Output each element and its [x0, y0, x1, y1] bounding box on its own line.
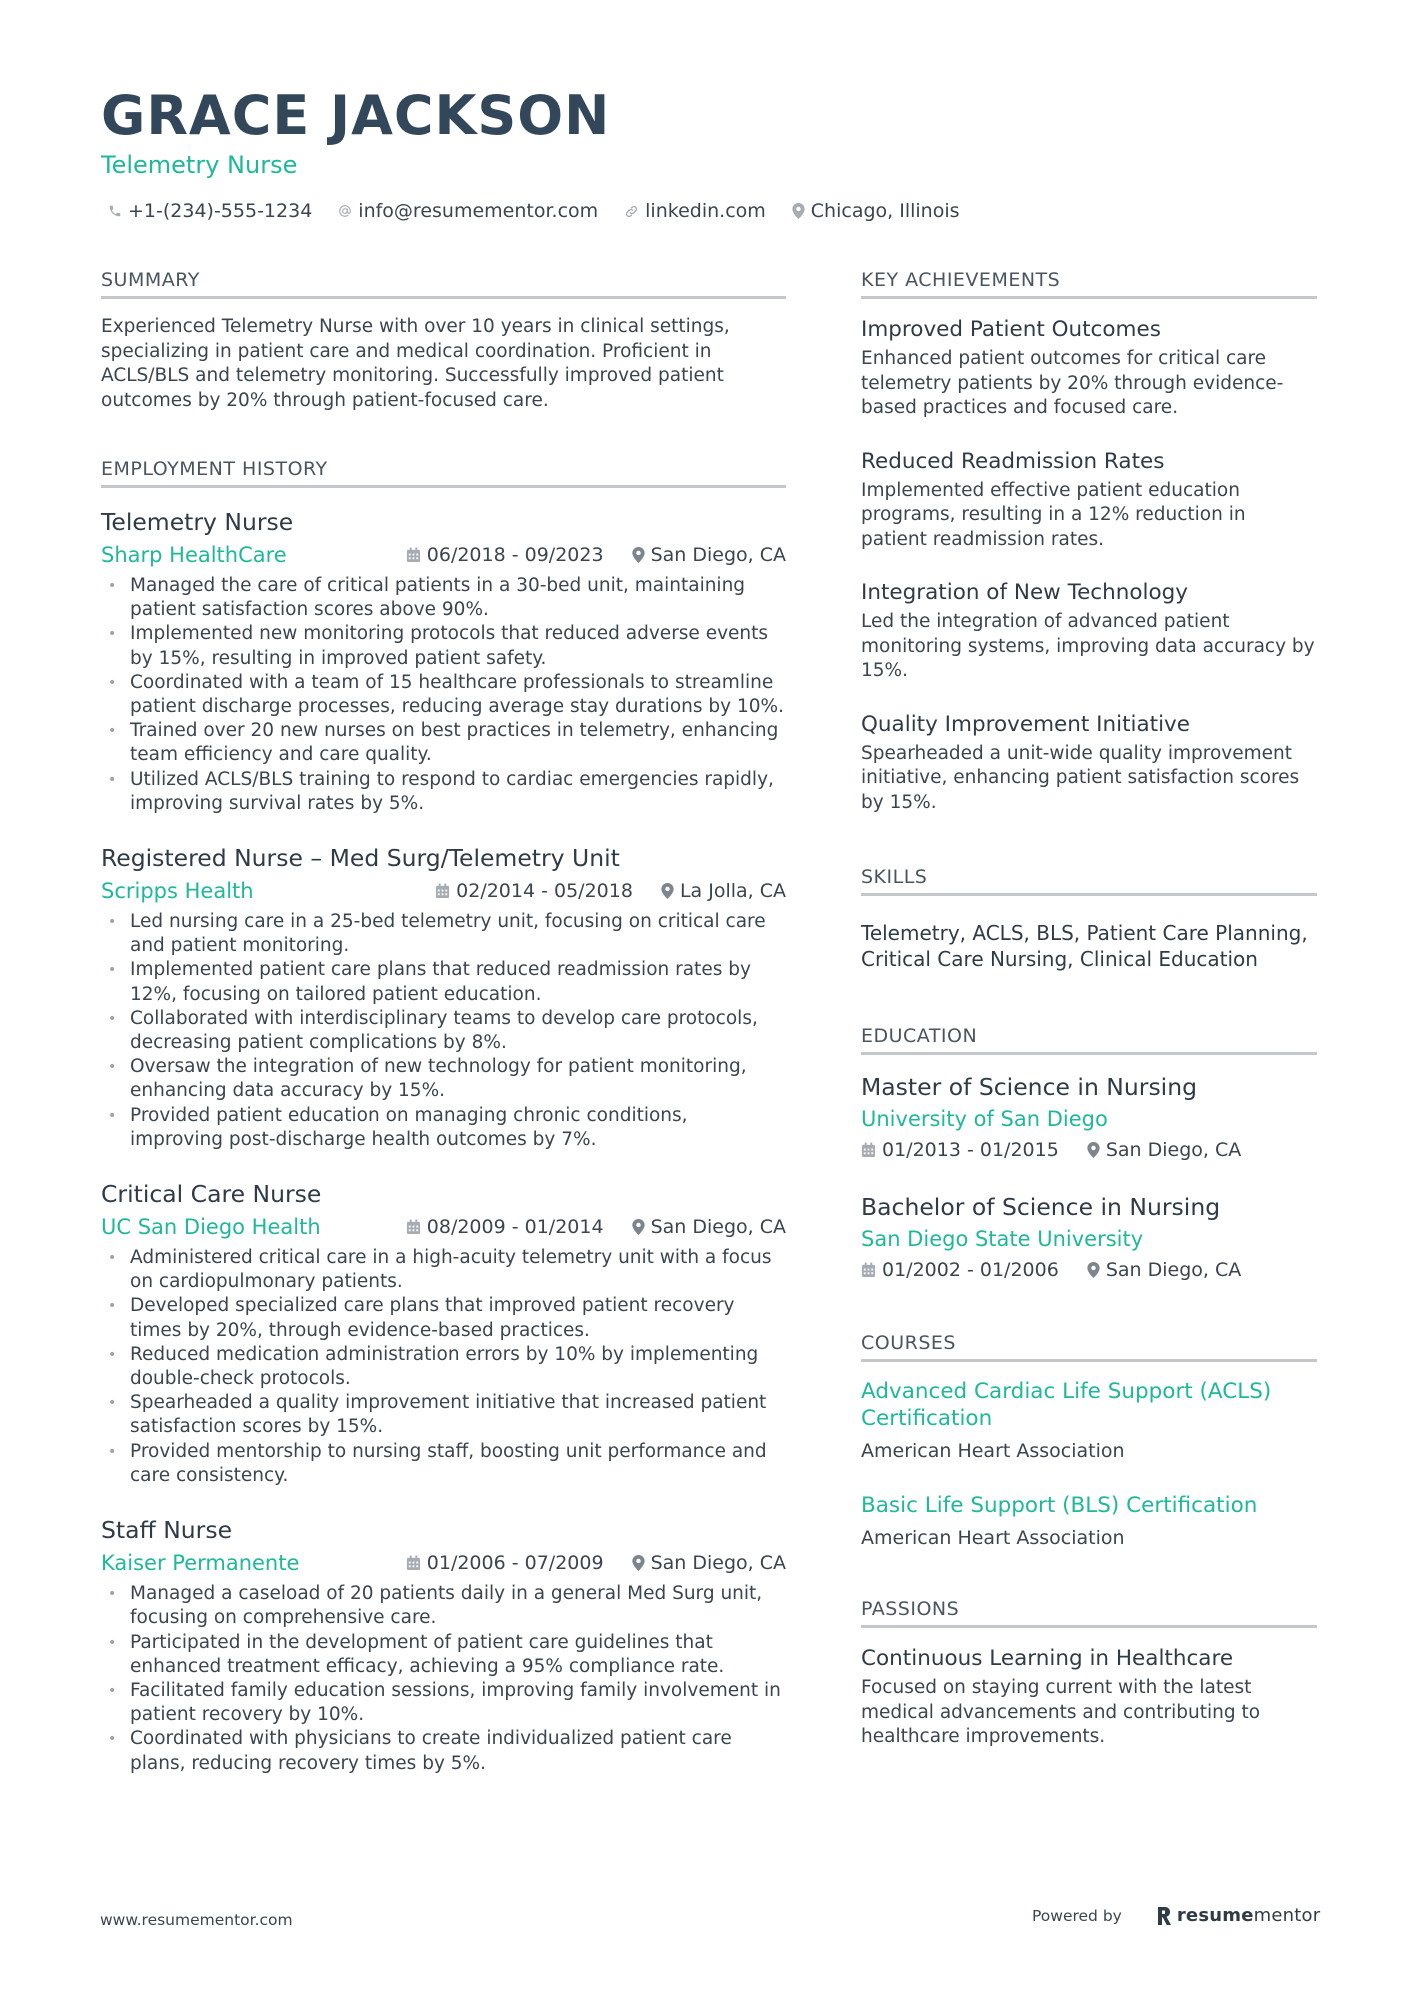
job-location: [632, 544, 786, 566]
job-bullet: • Implemented patient care plans that reduced readmission rates by 12%, focusing on tailored patient education.: [101, 958, 786, 1006]
calendar-icon: [861, 1142, 876, 1158]
contact-linkedin[interactable]: [624, 198, 766, 224]
candidate-name: GRACE JACKSON: [101, 84, 611, 147]
job-location-text: San Diego, CA: [650, 544, 786, 566]
job-location-text: San Diego, CA: [650, 1552, 786, 1575]
brand-name-bold: resume: [1176, 1905, 1254, 1926]
job-title: Staff Nurse: [101, 1516, 233, 1545]
course-org: American Heart Association: [861, 1440, 1125, 1462]
education-dates: [861, 1139, 1059, 1161]
job-company: UC San Diego Health: [101, 1215, 321, 1240]
course-item: [861, 1492, 1317, 1553]
achievements-heading: KEY ACHIEVEMENTS: [861, 268, 1317, 299]
job-bullet: • Collaborated with interdisciplinary teams to develop care protocols, decreasing patient complications by 8%.: [101, 1007, 786, 1055]
job-bullet: • Spearheaded a quality improvement initiative that increased patient satisfaction scores by 15%.: [101, 1391, 786, 1439]
powered-by-text: Powered by: [1032, 1906, 1122, 1925]
education-dates-text: 01/2002 - 01/2006: [882, 1259, 1059, 1281]
achievement-title: Integration of New Technology: [861, 580, 1189, 605]
course-org: American Heart Association: [861, 1527, 1125, 1549]
job-location-text: La Jolla, CA: [679, 880, 786, 903]
summary-text: Experienced Telemetry Nurse with over 10 years in clinical settings, specializing in patient care and medical coordination. Proficient in ACLS/BLS and telemetry monitoring. Successfully improved patient outcomes by 20% through patient-focused care.: [101, 316, 730, 411]
job-bullet: • Coordinated with physicians to create individualized patient care plans, reducing recovery times by 5%.: [101, 1727, 786, 1775]
job-bullets: [101, 1246, 786, 1488]
contact-location-text: Chicago, Illinois: [810, 200, 960, 222]
job-title: Telemetry Nurse: [101, 508, 294, 536]
job-dates-text: 01/2006 - 07/2009: [426, 1552, 604, 1575]
passions-heading: PASSIONS: [861, 1597, 1317, 1628]
calendar-icon: [406, 1555, 421, 1571]
phone-icon: [108, 204, 122, 218]
employment-section: [101, 457, 786, 1776]
contact-linkedin-text: linkedin.com: [645, 200, 766, 222]
job-dates: [435, 880, 633, 902]
at-icon: [338, 204, 352, 218]
link-icon: [624, 204, 639, 219]
course-name: Basic Life Support (BLS) Certification: [861, 1493, 1258, 1518]
education-location-text: San Diego, CA: [1105, 1139, 1242, 1161]
achievement-text: Implemented effective patient education programs, resulting in a 12% reduction in patient readmission rates.: [861, 479, 1246, 550]
education-item: [861, 1191, 1317, 1285]
achievement-item: [861, 447, 1317, 553]
achievement-text: Led the integration of advanced patient monitoring systems, improving data accuracy by 15%.: [861, 611, 1315, 681]
location-pin-icon: [632, 547, 645, 563]
job-bullet: • Led nursing care in a 25-bed telemetry unit, focusing on critical care and patient monitoring.: [101, 910, 786, 958]
job-bullet: • Reduced medication administration errors by 10% by implementing double-check protocols.: [101, 1343, 786, 1391]
location-pin-icon: [661, 883, 674, 899]
job-company: Sharp HealthCare: [101, 543, 287, 567]
job-dates-text: 06/2018 - 09/2023: [426, 544, 604, 566]
job-company: Scripps Health: [101, 879, 254, 904]
passion-title: Continuous Learning in Healthcare: [861, 1646, 1234, 1671]
job-bullet: • Oversaw the integration of new technology for patient monitoring, enhancing data accuracy by 15%.: [101, 1055, 786, 1103]
job-subline: [101, 1546, 786, 1580]
calendar-icon: [406, 547, 421, 563]
job-bullets: [101, 574, 786, 816]
job-bullet: • Coordinated with a team of 15 healthcare professionals to streamline patient discharge processes, reducing average stay durations by 10%.: [101, 671, 786, 719]
achievement-title: Reduced Readmission Rates: [861, 448, 1165, 474]
employment-heading: EMPLOYMENT HISTORY: [101, 457, 786, 488]
job-bullets: [101, 1582, 786, 1776]
job-bullet: • Utilized ACLS/BLS training to respond to cardiac emergencies rapidly, improving survival rates by 5%.: [101, 768, 786, 816]
job-subline: [101, 1210, 786, 1244]
job-bullet: • Provided mentorship to nursing staff, boosting unit performance and care consistency.: [101, 1440, 786, 1488]
job-bullets: [101, 910, 786, 1152]
job-entry: [101, 1178, 786, 1488]
job-dates-text: 08/2009 - 01/2014: [426, 1216, 604, 1239]
education-location: [1087, 1259, 1241, 1281]
job-bullet: • Managed a caseload of 20 patients daily in a general Med Surg unit, focusing on comprehensive care.: [101, 1582, 786, 1630]
job-location: [632, 1216, 786, 1238]
summary-section: [101, 268, 786, 413]
brand-logo[interactable]: [1156, 1905, 1320, 1926]
left-column: [101, 268, 786, 1812]
contact-bar: [108, 198, 960, 224]
job-bullet: • Managed the care of critical patients in a 30-bed unit, maintaining patient satisfaction scores above 90%.: [101, 574, 786, 622]
contact-location: [792, 198, 960, 224]
job-company: Kaiser Permanente: [101, 1551, 300, 1576]
location-pin-icon: [1087, 1262, 1100, 1278]
job-subline: [101, 874, 786, 908]
skills-section: [861, 865, 1317, 972]
footer-brand: [1032, 1905, 1320, 1926]
job-entry: [101, 1514, 786, 1776]
job-entry: [101, 842, 786, 1152]
calendar-icon: [435, 883, 450, 899]
job-dates: [406, 1216, 604, 1238]
job-location: [661, 880, 786, 902]
job-location: [632, 1552, 786, 1574]
job-title: Critical Care Nurse: [101, 1180, 322, 1209]
calendar-icon: [406, 1219, 421, 1235]
job-dates: [406, 544, 604, 566]
resumementor-logo-icon: [1156, 1906, 1172, 1926]
job-bullet: • Administered critical care in a high-acuity telemetry unit with a focus on cardiopulmonary patients.: [101, 1246, 786, 1294]
job-bullet: • Provided patient education on managing chronic conditions, improving post-discharge health outcomes by 7%.: [101, 1104, 786, 1152]
job-bullet: • Participated in the development of patient care guidelines that enhanced treatment efficacy, achieving a 95% compliance rate.: [101, 1631, 786, 1679]
job-dates-text: 02/2014 - 05/2018: [456, 880, 633, 903]
achievement-item: [861, 578, 1317, 684]
job-bullet: • Facilitated family education sessions, improving family involvement in patient recovery by 10%.: [101, 1679, 786, 1727]
achievement-item: [861, 315, 1317, 421]
course-item: [861, 1378, 1317, 1466]
education-location-text: San Diego, CA: [1105, 1259, 1242, 1281]
skills-heading: SKILLS: [861, 865, 1317, 896]
location-pin-icon: [792, 203, 805, 219]
location-pin-icon: [632, 1219, 645, 1235]
summary-heading: SUMMARY: [101, 268, 786, 299]
education-item: [861, 1071, 1317, 1165]
passion-text: Focused on staying current with the latest medical advancements and contributing to healthcare improvements.: [861, 1677, 1261, 1747]
education-meta: [861, 1135, 1317, 1165]
achievement-title: Improved Patient Outcomes: [861, 317, 1161, 342]
contact-phone-text: +1-(234)-555-1234: [128, 200, 313, 222]
education-degree: Bachelor of Science in Nursing: [861, 1193, 1221, 1221]
job-bullet: • Trained over 20 new nurses on best practices in telemetry, enhancing team efficiency and care quality.: [101, 719, 786, 767]
courses-section: [861, 1331, 1317, 1553]
contact-email-text: info@resumementor.com: [358, 200, 599, 222]
location-pin-icon: [1087, 1142, 1100, 1158]
education-heading: EDUCATION: [861, 1024, 1317, 1055]
achievement-text: Enhanced patient outcomes for critical care telemetry patients by 20% through evidence-based practices and focused care.: [861, 348, 1284, 418]
contact-phone[interactable]: [108, 198, 312, 224]
calendar-icon: [861, 1262, 876, 1278]
education-dates: [861, 1259, 1059, 1281]
education-meta: [861, 1255, 1317, 1285]
job-bullet: • Developed specialized care plans that improved patient recovery times by 20%, through evidence-based practices.: [101, 1294, 786, 1342]
education-degree: Master of Science in Nursing: [861, 1073, 1198, 1101]
job-title: Registered Nurse – Med Surg/Telemetry Unit: [101, 844, 620, 873]
achievements-section: [861, 268, 1317, 815]
achievement-item: [861, 710, 1317, 816]
education-school: University of San Diego: [861, 1107, 1108, 1131]
education-section: [861, 1024, 1317, 1285]
job-subline: [101, 538, 786, 572]
footer-website[interactable]: www.resumementor.com: [100, 1911, 293, 1929]
job-bullet: • Implemented new monitoring protocols that reduced adverse events by 15%, resulting in improved patient safety.: [101, 622, 786, 670]
candidate-role: Telemetry Nurse: [101, 151, 298, 179]
contact-email[interactable]: [338, 198, 598, 224]
education-dates-text: 01/2013 - 01/2015: [882, 1139, 1059, 1161]
job-location-text: San Diego, CA: [650, 1216, 786, 1239]
course-name: Advanced Cardiac Life Support (ACLS) Certification: [861, 1379, 1272, 1431]
location-pin-icon: [632, 1555, 645, 1571]
brand-name-light: mentor: [1253, 1905, 1321, 1926]
right-column: [861, 268, 1317, 1786]
job-entry: [101, 506, 786, 816]
achievement-text: Spearheaded a unit-wide quality improvement initiative, enhancing patient satisfaction scores by 15%.: [861, 742, 1300, 813]
courses-heading: COURSES: [861, 1331, 1317, 1362]
passions-section: [861, 1597, 1317, 1750]
skills-text: Telemetry, ACLS, BLS, Patient Care Planning, Critical Care Nursing, Clinical Education: [861, 921, 1308, 971]
job-dates: [406, 1552, 604, 1574]
achievement-title: Quality Improvement Initiative: [861, 711, 1190, 737]
education-school: San Diego State University: [861, 1227, 1144, 1251]
education-location: [1087, 1139, 1241, 1161]
